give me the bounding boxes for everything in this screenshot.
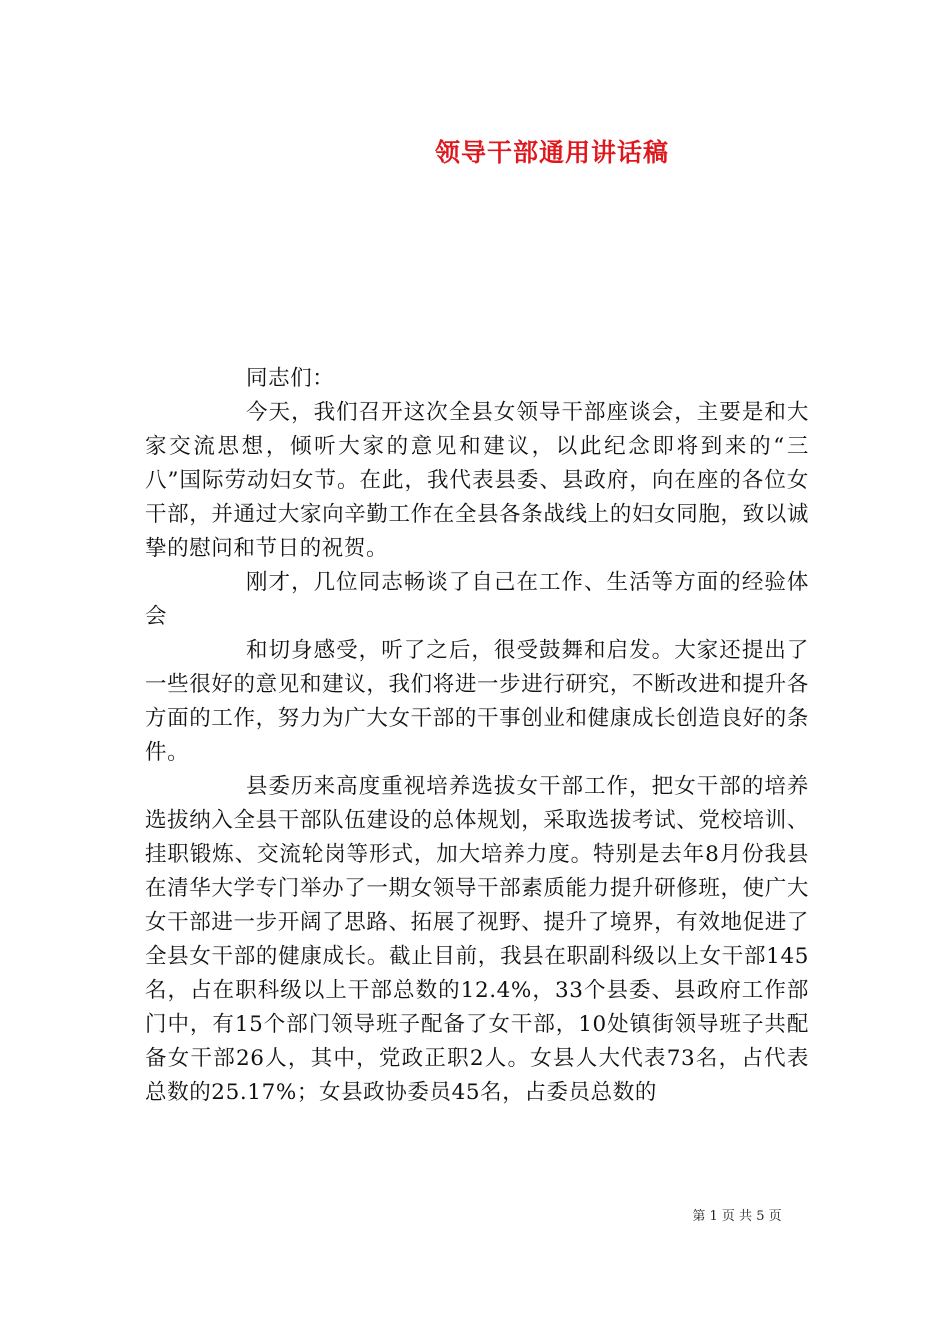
document-title: 领导干部通用讲话稿 [434,138,669,167]
paragraph-4: 县委历来高度重视培养选拔女干部工作，把女干部的培养选拔纳入全县干部队伍建设的总体规划，采取选拔考试、党校培训、挂职锻炼、交流轮岗等形式，加大培养力度。特别是去年8月份我县在清华大学专门举办了一期女领导干部素质能力提升研修班，使广大女干部进一步开阔了思路、拓展了视野、提升了境界，有效地促进了全县女干部的健康成长。截止目前，我县在职副科级以上女干部145名，占在职科级以上干部总数的12.4%，33个县委、县政府工作部门中，有15个部门领导班子配备了女干部，10处镇街领导班子共配备女干部26人，其中，党政正职2人。女县人大代表73名，占代表总数的25.17%；女县政协委员45名，占委员总数的 [145,774,809,1105]
paragraph-1: 今天，我们召开这次全县女领导干部座谈会，主要是和大家交流思想，倾听大家的意见和建议，以此纪念即将到来的“三八”国际劳动妇女节。在此，我代表县委、县政府，向在座的各位女干部，并通过大家向辛勤工作在全县各条战线上的妇女同胞，致以诚挚的慰问和节日的祝贺。 [145,400,809,561]
document-body [145,362,809,1110]
salutation: 同志们： [246,366,335,391]
paragraph-2: 刚才，几位同志畅谈了自己在工作、生活等方面的经验体会 [145,570,809,629]
paragraph-3: 和切身感受，听了之后，很受鼓舞和启发。大家还提出了一些很好的意见和建议，我们将进一步进行研究，不断改进和提升各方面的工作，努力为广大女干部的干事创业和健康成长创造良好的条件。 [145,638,809,765]
page-number: 第 1 页 共 5 页 [692,1209,782,1224]
